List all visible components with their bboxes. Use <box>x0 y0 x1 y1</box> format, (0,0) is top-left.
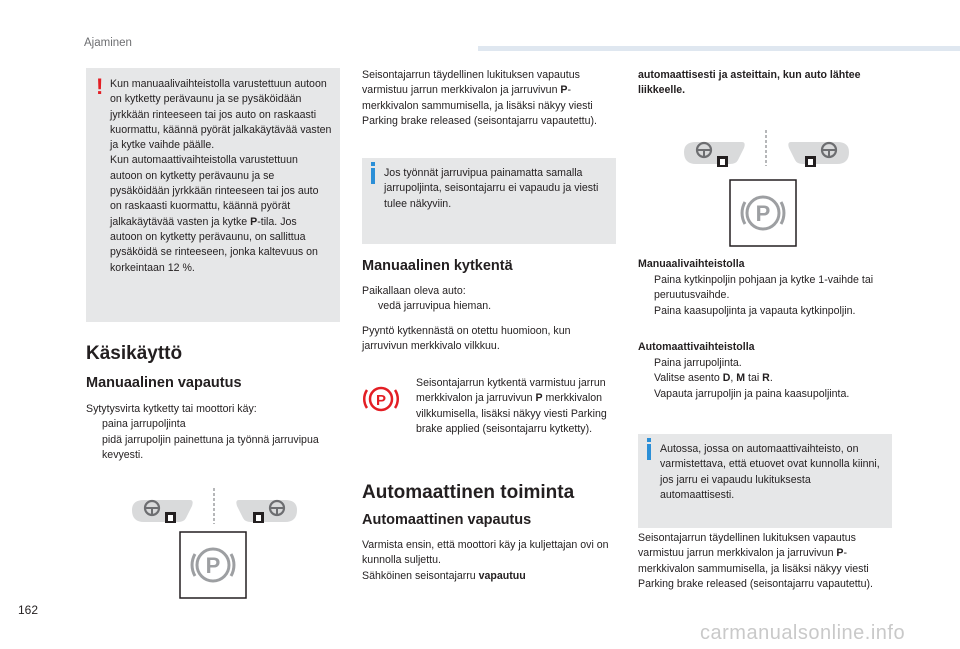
apply-ack-text: Pyyntö kytkennästä on otettu huomioon, kun jarruvivun merkkivalo vilkkuu. <box>362 325 571 353</box>
foot-lock-icon <box>717 156 728 167</box>
foot-lock-icon <box>253 512 264 523</box>
heading-manual-apply: Manuaalinen kytkentä <box>362 258 513 274</box>
automatic-release-illustration <box>684 130 849 248</box>
manual-release-illustration <box>132 488 297 600</box>
bullet-item: Paina kytkinpoljin pohjaan ja kytke 1-vaihde tai peruutusvaihde. <box>654 274 874 302</box>
automatic-gearbox-steps <box>638 356 892 402</box>
info-icon <box>371 168 375 184</box>
svg-text:P: P <box>755 201 771 226</box>
info-icon <box>647 444 651 460</box>
automatic-release-continued: automaattisesti ja asteittain, kun auto lähtee liikkeelle. <box>638 69 861 97</box>
info-box-2: Autossa, jossa on automaattivaihteisto, on varmistettava, että etuovet ovat kunnolla kiinni, jos jarru ei vapaudu lukituksesta automaattisesti. <box>638 434 892 528</box>
bullet-item: vedä jarruvipua hieman. <box>378 300 492 313</box>
manual-apply-text: Paikallaan oleva auto: vedä jarruvipua hieman. <box>362 284 616 315</box>
bullet-item: paina jarrupoljinta <box>102 418 186 431</box>
warning-exclamation-icon: ! <box>96 74 104 99</box>
bullet-item: Valitse asento D, M tai R. <box>654 372 773 385</box>
final-release-confirmation-text: Seisontajarrun täydellinen lukituksen vapautus varmistuu jarrun merkkivalon ja jarruvivun P-merkkivalon sammumisella, ja lisäksi näkyy viesti Parking brake released (seisontajarru vapautettu). <box>638 532 873 590</box>
warning-box <box>86 68 340 322</box>
page-number: 162 <box>18 603 39 617</box>
manual-gearbox-steps <box>638 273 892 319</box>
steering-wheel-icon <box>236 500 297 522</box>
heading-automatic-operation: Automaattinen toiminta <box>362 482 575 503</box>
bullet-item: Paina jarrupoljinta. <box>654 357 742 369</box>
svg-text:P: P <box>205 553 221 578</box>
heading-automatic-release: Automaattinen vapautus <box>362 512 532 528</box>
watermark-text: carmanualsonline.info <box>700 622 906 644</box>
automatic-release-text: Varmista ensin, että moottori käy ja kuljettajan ovi on kunnolla suljettu. Sähköinen seisontajarru vapautuu <box>362 539 609 582</box>
section-label: Ajaminen <box>84 37 132 49</box>
info-box-1: Jos työnnät jarruvipua painamatta samalla jarrupoljinta, seisontajarru ei vapaudu ja viesti tulee näkyviin. <box>362 158 616 244</box>
steering-wheel-icon <box>684 142 745 164</box>
apply-confirmation-text: Seisontajarrun kytkentä varmistuu jarrun merkkivalon ja jarruvivun P merkkivalon vilkkumisella, lisäksi näkyy viesti Parking brake applied (seisontajarru kytketty). <box>416 377 607 435</box>
bullet-item: Paina kaasupoljinta ja vapauta kytkinpoljin. <box>654 304 856 317</box>
foot-lock-icon <box>805 156 816 167</box>
manual-release-text <box>86 402 340 463</box>
bullet-item: Vapauta jarrupoljin ja paina kaasupoljinta. <box>654 387 850 400</box>
svg-text:P: P <box>375 392 387 409</box>
manual-release-intro: Sytytysvirta kytketty tai moottori käy: <box>86 403 257 415</box>
header-rule <box>478 46 960 51</box>
warning-text-1: Kun manuaalivaihteistolla varustettuun autoon on kytketty perävaunu ja se pysäköidään jyrkkään rinteeseen tai jos auto on raskaasti kuormattu, käännä pyörät jalkakäytävää vasten ja kytke vaihde päälle. <box>110 78 332 152</box>
parking-warning-light-icon <box>362 380 400 418</box>
steering-wheel-icon <box>788 142 849 164</box>
warning-text-2: Kun automaattivaihteistolla varustettuun autoon on kytketty perävaunu ja se pysäköidään jyrkkään rinteeseen tai jos auto on raskaasti kuormattu, käännä pyörät jalkakäytävää vasten ja kytke P-tila. Jos autoon on kytketty perävaunu, on sallittua pysäköidä se rinteeseen, jonka kaltevuus on korkeintaan 12 %. <box>110 154 319 274</box>
heading-kasikaytto: Käsikäyttö <box>86 343 183 364</box>
heading-automatic-gearbox: Automaattivaihteistolla <box>638 341 755 353</box>
bullet-item: pidä jarrupoljin painettuna ja työnnä jarruvipua kevyesti. <box>102 433 319 461</box>
steering-wheel-icon <box>132 500 193 522</box>
heading-manual-gearbox: Manuaalivaihteistolla <box>638 258 745 270</box>
parking-brake-button-icon <box>730 180 796 246</box>
parking-brake-button-icon <box>180 532 246 598</box>
release-confirmation-text: Seisontajarrun täydellinen lukituksen vapautus varmistuu jarrun merkkivalon ja jarruvivun P-merkkivalon sammumisella, ja lisäksi näkyy viesti Parking brake released (seisontajarru vapautettu). <box>362 69 597 127</box>
heading-manual-release: Manuaalinen vapautus <box>86 375 242 391</box>
foot-lock-icon <box>165 512 176 523</box>
